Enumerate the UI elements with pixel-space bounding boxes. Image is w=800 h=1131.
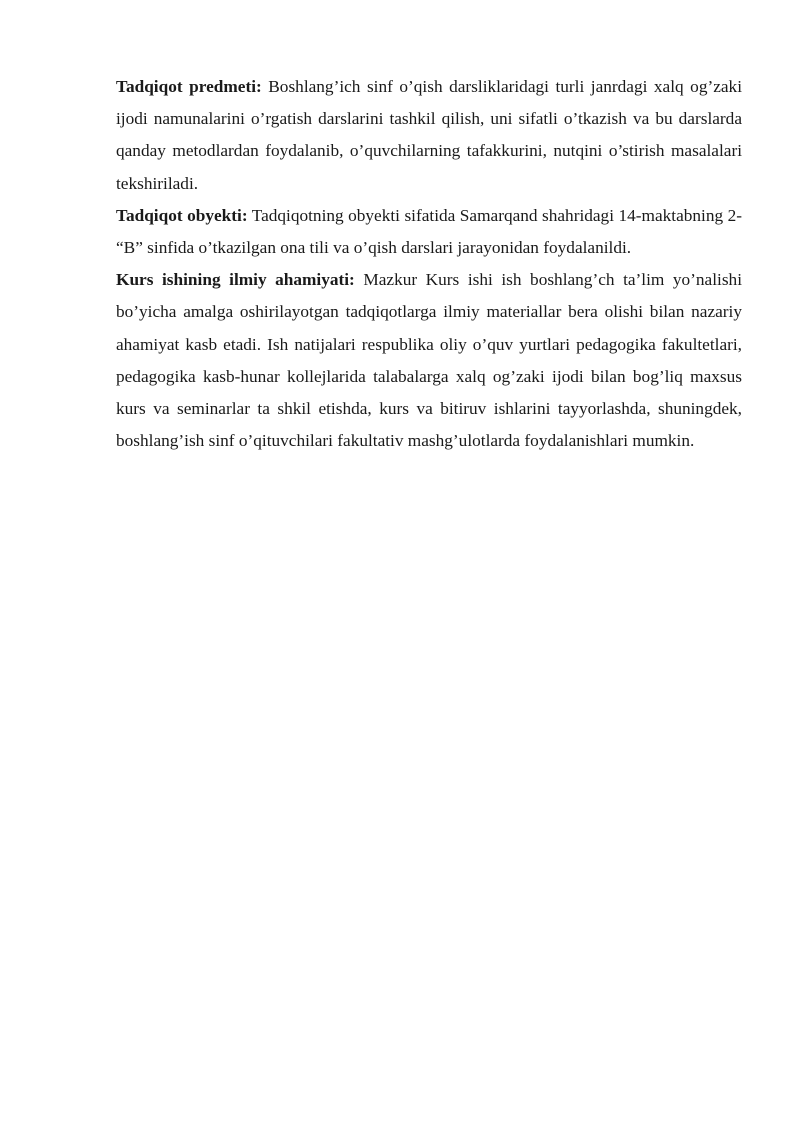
paragraph-research-object [116, 200, 742, 264]
paragraph-heading: Tadqiqot obyekti: [116, 205, 248, 225]
document-page [116, 71, 742, 457]
paragraph-research-subject [116, 71, 742, 200]
paragraph-heading: Kurs ishining ilmiy ahamiyati: [116, 270, 355, 290]
paragraph-heading: Tadqiqot predmeti: [116, 77, 262, 96]
paragraph-body: Tadqiqotning obyekti sifatida Samarqand shahridagi 14-maktabning 2- “B” sinfida o’tkazilgan ona tili va o’qish darslari jarayonidan foydalanildi. [116, 205, 742, 258]
paragraph-scientific-significance [116, 264, 742, 457]
paragraph-body: Boshlang’ich sinf o’qish darsliklaridagi turli janrdagi xalq og’zaki ijodi namunalarini o’rgatish darslarini tashkil qilish, uni sifatli o’tkazish va bu darslarda qanday metodlardan foydalanib, o’quvchilarning tafakkurini, nutqini o’stirish masalalari tekshiriladi. [116, 77, 742, 193]
paragraph-body: Mazkur Kurs ishi ish boshlang’ch ta’lim yo’nalishi bo’yicha amalga oshirilayotgan tadqiqotlarga ilmiy materiallar bera olishi bilan nazariy ahamiyat kasb etadi. Ish natijalari respublika oliy o’quv yurtlari pedagogika fakultetlari, pedagogika kasb-hunar kollejlarida talabalarga xalq og’zaki ijodi bilan bog’liq maxsus kurs va seminarlar ta shkil etishda, kurs va bitiruv ishlarini tayyorlashda, shuningdek, boshlang’ish sinf o’qituvchilari fakultativ mashg’ulotlarda foydalanishlari mumkin. [116, 270, 742, 451]
